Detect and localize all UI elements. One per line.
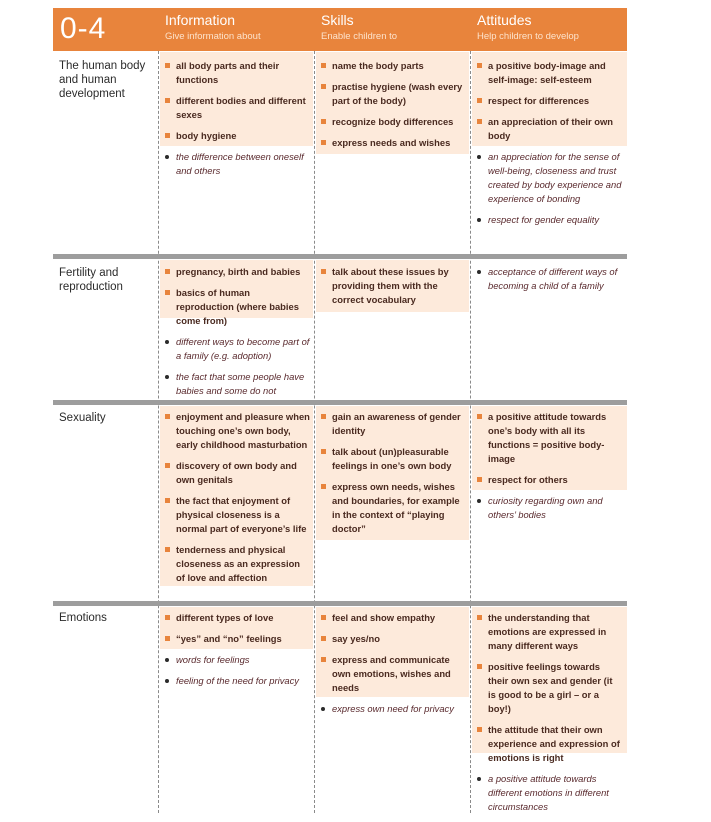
age-group-header	[53, 8, 627, 51]
attitudes-item: a positive body-image and self-image: self-esteem	[477, 59, 622, 87]
column-divider	[470, 51, 471, 813]
column-subtitle: Enable children to	[321, 31, 398, 42]
information-secondary-item: words for feelings	[165, 653, 310, 667]
attitudes-list	[477, 265, 622, 300]
information-secondary-item: feeling of the need for privacy	[165, 674, 310, 688]
information-item: discovery of own body and own genitals	[165, 459, 310, 487]
information-list	[165, 410, 310, 592]
attitudes-secondary-item: an appreciation for the sense of well-being, closeness and trust created by body experience and experience of bonding	[477, 150, 622, 206]
attitudes-list	[477, 410, 622, 529]
skills-item: say yes/no	[321, 632, 466, 646]
information-secondary-item: different ways to become part of a family (e.g. adoption)	[165, 335, 310, 363]
information-item: body hygiene	[165, 129, 310, 143]
skills-item: express and communicate own emotions, wishes and needs	[321, 653, 466, 695]
column-subtitle: Help children to develop	[477, 31, 579, 42]
skills-item: practise hygiene (wash every part of the body)	[321, 80, 466, 108]
information-item: tenderness and physical closeness as an expression of love and affection	[165, 543, 310, 585]
attitudes-item: the attitude that their own experience and expression of emotions is right	[477, 723, 622, 765]
attitudes-list	[477, 59, 622, 234]
skills-item: express own needs, wishes and boundaries, for example in the context of “playing doctor”	[321, 480, 466, 536]
information-item: different bodies and different sexes	[165, 94, 310, 122]
column-divider	[314, 51, 315, 813]
information-item: pregnancy, birth and babies	[165, 265, 310, 279]
information-list	[165, 265, 310, 405]
column-subtitle: Give information about	[165, 31, 261, 42]
information-item: basics of human reproduction (where babies come from)	[165, 286, 310, 328]
skills-list	[321, 410, 466, 543]
topic-human-body: The human body and human development	[59, 60, 146, 100]
information-item: the fact that enjoyment of physical closeness is a normal part of everyone’s life	[165, 494, 310, 536]
information-item: different types of love	[165, 611, 310, 625]
skills-item: talk about these issues by providing them with the correct vocabulary	[321, 265, 466, 307]
skills-item: express needs and wishes	[321, 136, 466, 150]
information-item: enjoyment and pleasure when touching one’s own body, early childhood masturbation	[165, 410, 310, 452]
attitudes-list	[477, 611, 622, 821]
attitudes-item: an appreciation of their own body	[477, 115, 622, 143]
age-range-label: 0-4	[60, 12, 107, 45]
skills-item: gain an awareness of gender identity	[321, 410, 466, 438]
skills-item: talk about (un)pleasurable feelings in one’s own body	[321, 445, 466, 473]
information-list	[165, 59, 310, 185]
column-header-skills	[321, 12, 397, 43]
section-divider	[53, 400, 627, 405]
topic-fertility: Fertility and reproduction	[59, 267, 123, 293]
attitudes-secondary-item: curiosity regarding own and others’ bodies	[477, 494, 622, 522]
information-item: “yes” and “no” feelings	[165, 632, 310, 646]
skills-item: name the body parts	[321, 59, 466, 73]
topic-emotions: Emotions	[59, 612, 107, 624]
skills-secondary-item: express own need for privacy	[321, 702, 466, 716]
skills-list	[321, 611, 466, 723]
column-header-information	[165, 12, 261, 43]
column-title: Skills	[321, 12, 354, 28]
information-item: all body parts and their functions	[165, 59, 310, 87]
column-title: Information	[165, 12, 236, 28]
attitudes-item: positive feelings towards their own sex and gender (it is good to be a girl – or a boy!)	[477, 660, 622, 716]
skills-list	[321, 59, 466, 157]
column-header-attitudes	[477, 12, 579, 43]
information-secondary-item: the fact that some people have babies and some do not	[165, 370, 310, 398]
information-secondary-item: the difference between oneself and others	[165, 150, 310, 178]
section-divider	[53, 601, 627, 606]
attitudes-secondary-item: respect for gender equality	[477, 213, 622, 227]
attitudes-item: respect for others	[477, 473, 622, 487]
attitudes-secondary-item: acceptance of different ways of becoming a child of a family	[477, 265, 622, 293]
information-list	[165, 611, 310, 695]
skills-item: recognize body differences	[321, 115, 466, 129]
attitudes-secondary-item: a positive attitude towards different emotions in different circumstances	[477, 772, 622, 814]
attitudes-item: the understanding that emotions are expressed in many different ways	[477, 611, 622, 653]
section-divider	[53, 254, 627, 259]
attitudes-item: respect for differences	[477, 94, 622, 108]
attitudes-item: a positive attitude towards one’s body with all its functions = positive body-image	[477, 410, 622, 466]
column-title: Attitudes	[477, 12, 532, 28]
topic-sexuality: Sexuality	[59, 412, 106, 424]
skills-list	[321, 265, 466, 314]
skills-item: feel and show empathy	[321, 611, 466, 625]
column-divider	[158, 51, 159, 813]
